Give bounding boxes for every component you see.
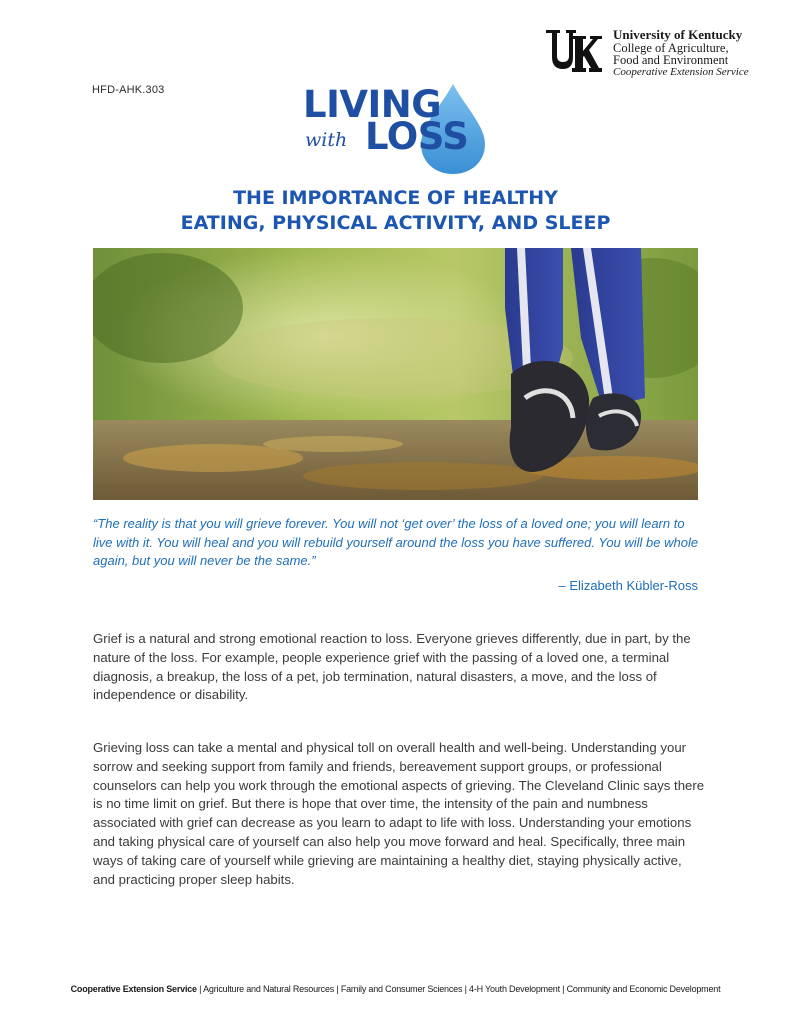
logo-word-with: with: [305, 129, 348, 151]
university-name: University of Kentucky: [613, 27, 743, 42]
footer: [0, 984, 791, 994]
logo-word-loss: LOSS: [365, 115, 469, 158]
university-logo: [545, 28, 775, 78]
extension-service-name: Cooperative Extension Service: [613, 66, 749, 78]
college-name-line2: Food and Environment: [613, 53, 729, 67]
title-line-1: THE IMPORTANCE OF HEALTHY: [233, 187, 558, 209]
pull-quote: “The reality is that you will grieve forever. You will not ‘get over’ the loss of a loved one; you will learn to live with it. You will heal and you will rebuild yourself around the loss you have suffered. You will be whole again, but you will never be the same.”: [93, 516, 699, 568]
document-title: [0, 186, 791, 236]
living-with-loss-logo: [295, 82, 500, 178]
uk-monogram-icon: [545, 28, 603, 74]
walking-photo: [93, 248, 698, 500]
document-code: HFD-AHK.303: [92, 84, 165, 96]
institution-text: [613, 28, 749, 79]
footer-lead: Cooperative Extension Service: [70, 984, 197, 994]
title-line-2: EATING, PHYSICAL ACTIVITY, AND SLEEP: [180, 212, 611, 234]
logo-word-living: LIVING: [303, 83, 442, 126]
quote-author: – Elizabeth Kübler-Ross: [558, 578, 698, 593]
footer-programs: | Agriculture and Natural Resources | Family and Consumer Sciences | 4-H Youth Development | Community and Economic Development: [196, 984, 721, 994]
body-paragraph: Grief is a natural and strong emotional reaction to loss. Everyone grieves differently, due in part, by the nature of the loss. For example, people experience grief with the passing of a loved one, a terminal diagnosis, a breakup, the loss of a pet, job termination, natural disasters, a move, and the loss of independence or disability.: [93, 631, 691, 703]
college-name-line1: College of Agriculture,: [613, 41, 729, 55]
body-paragraph: Grieving loss can take a mental and physical toll on overall health and well-being. Understanding your sorrow and seeking support from family and friends, bereavement support groups, or professional counselors can help you work through the emotional aspects of grieving. The Cleveland Clinic says there is no time limit on grief. But there is hope that over time, the intensity of the pain and numbness associated with grief can decrease as you learn to adapt to life with loss. Understanding your emotions and taking physical care of yourself can also help you move forward and heal. Specifically, three main ways of taking care of yourself while grieving are maintaining a healthy diet, staying physically active, and practicing proper sleep habits.: [93, 740, 705, 887]
